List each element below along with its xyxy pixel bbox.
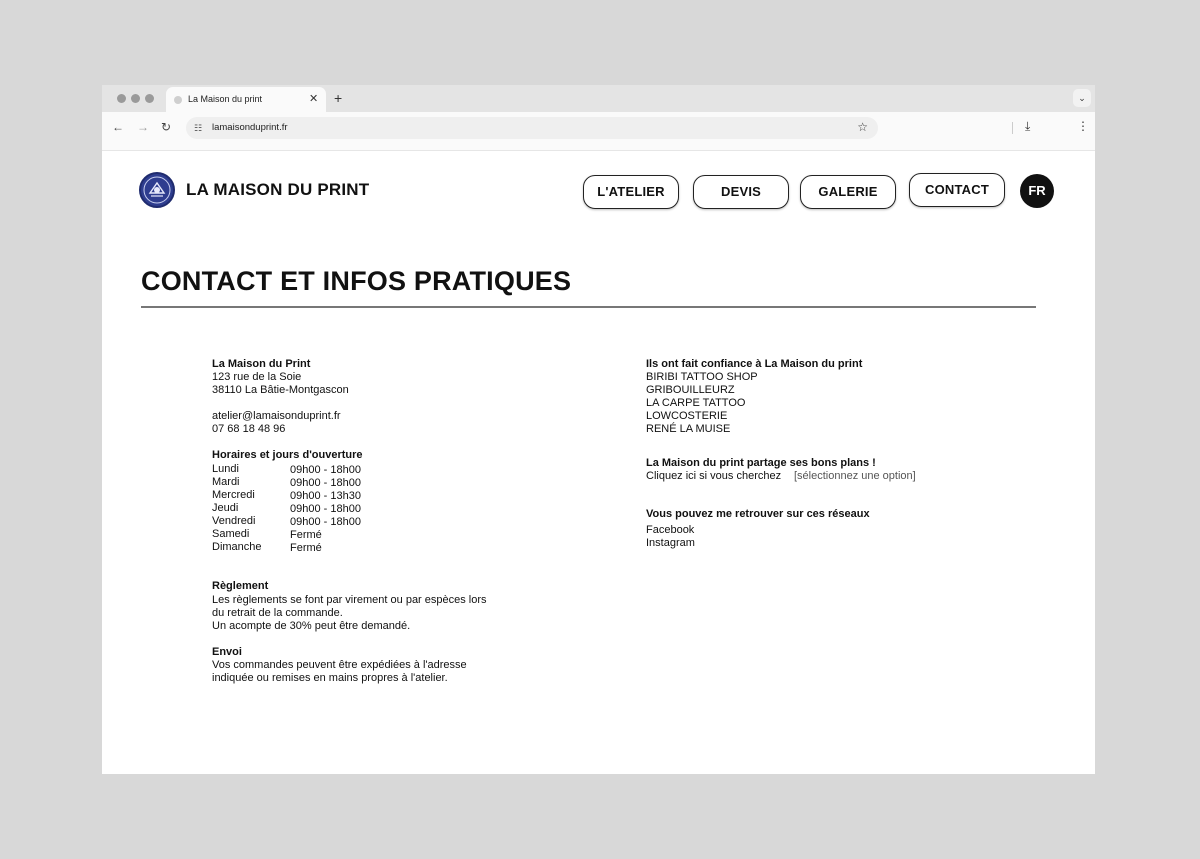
- window-close-dot[interactable]: [117, 94, 126, 103]
- hours-day: Jeudi: [212, 502, 239, 514]
- hours-day: Mercredi: [212, 489, 255, 501]
- address-line-2: 38110 La Bâtie-Montgascon: [212, 384, 349, 396]
- window-maximize-dot[interactable]: [145, 94, 154, 103]
- client-item: GRIBOUILLEURZ: [646, 384, 735, 396]
- hours-time: 09h00 - 18h00: [290, 516, 361, 528]
- shipping-title: Envoi: [212, 646, 242, 658]
- hours-time: 09h00 - 18h00: [290, 464, 361, 476]
- client-item: LOWCOSTERIE: [646, 410, 728, 422]
- payment-text-line: Les règlements se font par virement ou par espèces lors: [212, 594, 487, 606]
- download-icon[interactable]: ⤓: [1025, 119, 1031, 133]
- tab-close-icon[interactable]: ✕: [309, 93, 319, 105]
- tips-select-dropdown[interactable]: [sélectionnez une option]: [794, 470, 916, 482]
- hours-time: 09h00 - 13h30: [290, 490, 361, 502]
- payment-text-line: Un acompte de 30% peut être demandé.: [212, 620, 411, 632]
- nav-galerie-button[interactable]: GALERIE: [800, 175, 896, 209]
- browser-tab[interactable]: [166, 87, 326, 112]
- opening-hours-table: [212, 463, 412, 558]
- phone-link[interactable]: 07 68 18 48 96: [212, 423, 286, 435]
- browser-window: [102, 85, 1095, 774]
- hours-day: Dimanche: [212, 541, 262, 553]
- address-bar[interactable]: [186, 117, 878, 139]
- url-text[interactable]: lamaisonduprint.fr: [212, 122, 288, 133]
- shipping-text-line: Vos commandes peuvent être expédiées à l'adresse: [212, 659, 467, 671]
- email-link[interactable]: atelier@lamaisonduprint.fr: [212, 410, 341, 422]
- forward-arrow-icon[interactable]: →: [137, 120, 149, 134]
- web-page: [102, 151, 1095, 774]
- hours-day: Vendredi: [212, 515, 256, 527]
- title-divider: [141, 306, 1036, 308]
- nav-atelier-button[interactable]: L'ATELIER: [583, 175, 679, 209]
- page-title: CONTACT ET INFOS PRATIQUES: [141, 266, 572, 296]
- site-settings-icon[interactable]: ☷: [194, 123, 203, 133]
- new-tab-icon[interactable]: +: [334, 90, 343, 106]
- tips-label: Cliquez ici si vous cherchez: [646, 470, 782, 482]
- client-item: LA CARPE TATTOO: [646, 397, 746, 409]
- hours-time: Fermé: [290, 542, 322, 554]
- hours-time: Fermé: [290, 529, 322, 541]
- language-button[interactable]: FR: [1020, 174, 1054, 208]
- toolbar-divider: [1012, 122, 1013, 134]
- window-minimize-dot[interactable]: [131, 94, 140, 103]
- company-name: La Maison du Print: [212, 358, 311, 370]
- hours-day: Mardi: [212, 476, 240, 488]
- brand-name[interactable]: LA MAISON DU PRINT: [186, 180, 370, 199]
- reload-icon[interactable]: ↻: [161, 120, 172, 134]
- payment-text-line: du retrait de la commande.: [212, 607, 343, 619]
- address-line-1: 123 rue de la Soie: [212, 371, 302, 383]
- nav-devis-button[interactable]: DEVIS: [693, 175, 789, 209]
- tab-title: La Maison du print: [188, 94, 263, 104]
- tab-strip: [102, 85, 1095, 112]
- bookmark-star-icon[interactable]: ☆: [857, 120, 868, 134]
- tab-favicon-icon: [174, 96, 182, 104]
- social-link-facebook[interactable]: Facebook: [646, 524, 695, 536]
- clients-title: Ils ont fait confiance à La Maison du print: [646, 358, 863, 370]
- brand-logo-icon[interactable]: [139, 172, 175, 208]
- hours-day: Lundi: [212, 463, 239, 475]
- nav-contact-button[interactable]: CONTACT: [909, 173, 1005, 207]
- hours-title: Horaires et jours d'ouverture: [212, 449, 363, 461]
- back-arrow-icon[interactable]: ←: [112, 120, 124, 134]
- hours-time: 09h00 - 18h00: [290, 503, 361, 515]
- client-item: RENÉ LA MUISE: [646, 423, 731, 435]
- social-title: Vous pouvez me retrouver sur ces réseaux: [646, 508, 870, 520]
- social-link-instagram[interactable]: Instagram: [646, 537, 695, 549]
- tab-search-chevron-icon[interactable]: ⌄: [1073, 89, 1091, 107]
- payment-title: Règlement: [212, 580, 269, 592]
- more-menu-icon[interactable]: ⋮: [1077, 119, 1089, 133]
- browser-toolbar: [102, 112, 1095, 151]
- hours-time: 09h00 - 18h00: [290, 477, 361, 489]
- client-item: BIRIBI TATTOO SHOP: [646, 371, 758, 383]
- shipping-text-line: indiquée ou remises en mains propres à l'atelier.: [212, 672, 448, 684]
- tips-title: La Maison du print partage ses bons plans !: [646, 457, 876, 469]
- hours-day: Samedi: [212, 528, 250, 540]
